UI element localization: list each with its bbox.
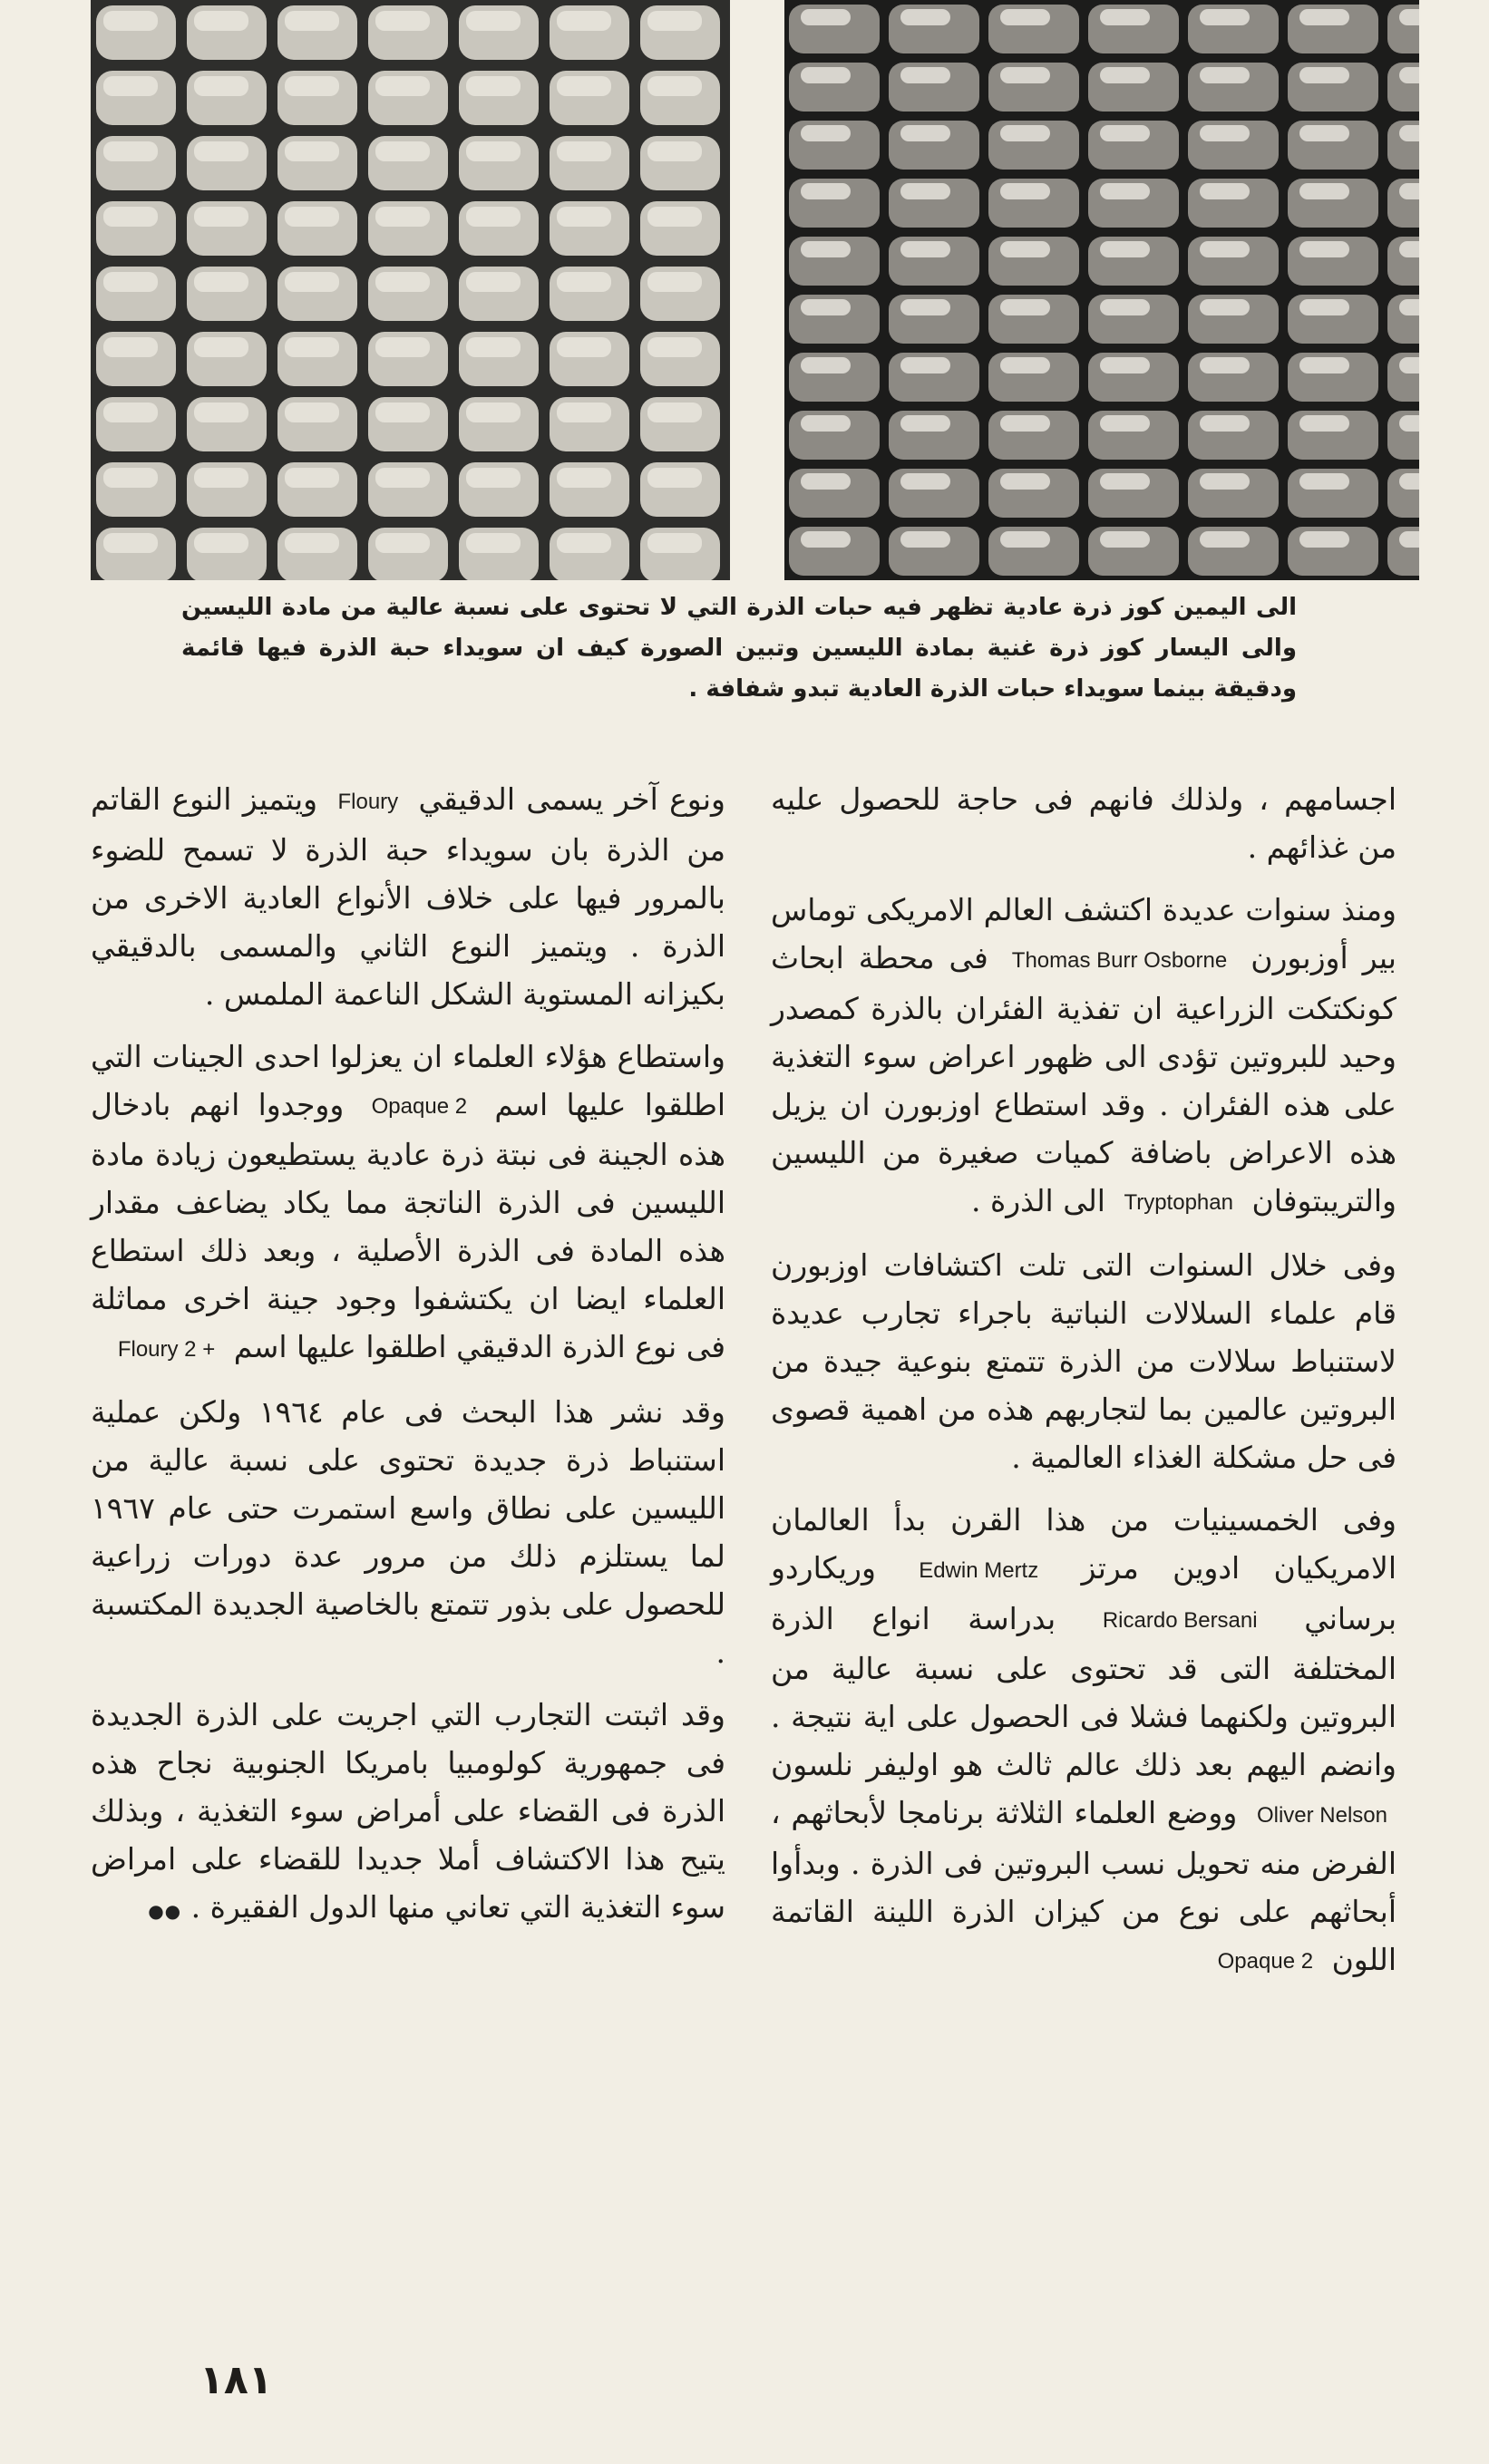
latin-name-note: Opaque 2 bbox=[371, 1094, 468, 1119]
paragraph-text: اجسامهم ، ولذلك فانهم فى حاجة للحصول عليه من غذائهم . bbox=[771, 781, 1397, 865]
latin-name-note: Ricardo Bersani bbox=[1102, 1608, 1258, 1633]
latin-name-note: Oliver Nelson bbox=[1256, 1802, 1387, 1828]
corn-cob-photo-left bbox=[91, 0, 730, 580]
latin-name-note: Thomas Burr Osborne bbox=[1011, 947, 1228, 973]
paragraph bbox=[91, 1388, 725, 1676]
paragraph bbox=[771, 775, 1397, 871]
corn-kernels-pattern-right bbox=[784, 0, 1419, 580]
article-column-left bbox=[91, 775, 725, 1950]
paragraph-text: ومنذ سنوات عديدة اكتشف العالم الامريكى توماس بير أوزبورن bbox=[771, 892, 1397, 975]
paragraph-text: الى الذرة . bbox=[970, 1182, 1105, 1218]
paragraph-text: واستطاع هؤلاء العلماء ان يعزلوا احدى الجينات التي اطلقوا عليها اسم bbox=[91, 1038, 725, 1122]
paragraph-text: فى محطة ابحاث كونكتكت الزراعية ان تفذية الفئران بالذرة كمصدر وحيد للبروتين تؤدى الى ظهور اعراض سوء التغذية على هذه الفئران . وقد استطاع اوزبورن ان يزيل هذه الاعراض باضافة كميات صغيرة من الليسين والتريبتوفان bbox=[771, 940, 1397, 1218]
paragraph bbox=[771, 886, 1397, 1227]
paragraph bbox=[771, 1496, 1397, 1985]
latin-name-note: Tryptophan bbox=[1124, 1190, 1233, 1215]
paragraph-text: ووجدوا انهم بادخال هذه الجينة فى نبتة ذرة عادية يستطيعون زيادة مادة الليسين فى الذرة الناتجة مما يكاد يضاعف مقدار هذه المادة فى الذرة الأصلية ، وبعد ذلك استطاع العلماء ايضا ان يكتشفوا وجود جينة اخرى مماثلة فى نوع الذرة الدقيقي اطلقوا عليها اسم bbox=[91, 1086, 725, 1364]
paragraph bbox=[91, 1691, 725, 1935]
photo-strip bbox=[0, 0, 1489, 580]
paragraph-text: وقد نشر هذا البحث فى عام ١٩٦٤ ولكن عملية استنباط ذرة جديدة تحتوى على نسبة عالية من الليسين على نطاق واسع استمرت حتى عام ١٩٦٧ لما يستلزم ذلك من مرور عدة دورات زراعية للحصول على بذور تتمتع بالخاصية الجديدة المكتسبة . bbox=[91, 1393, 725, 1670]
latin-name-note: Floury bbox=[337, 789, 399, 814]
page-number: ١٨١ bbox=[200, 2357, 273, 2403]
latin-name-note: Edwin Mertz bbox=[919, 1557, 1039, 1583]
corn-kernels-pattern-left bbox=[91, 0, 730, 580]
paragraph-text: بدراسة انواع الذرة المختلفة التى قد تحتوى على نسبة عالية من البروتين ولكنهما فشلا فى الحصول على اية نتيجة . وانضم اليهم بعد ذلك عالم ثالث هو اوليفر نلسون bbox=[771, 1600, 1397, 1782]
latin-name-note: Floury 2 + bbox=[117, 1336, 216, 1362]
paragraph-text: وريكاردو برساني bbox=[771, 1550, 1397, 1636]
latin-name-note: Opaque 2 bbox=[1217, 1949, 1314, 1974]
paragraph bbox=[771, 1241, 1397, 1481]
corn-cob-photo-right bbox=[784, 0, 1419, 580]
photo-caption: الى اليمين كوز ذرة عادية تظهر فيه حبات الذرة التي لا تحتوى على نسبة عالية من مادة الليسين والى اليسار كوز ذرة غنية بمادة الليسين وتبين الصورة كيف ان سويداء حبة الذرة فيها قائمة ودقيقة بينما سويداء حبات الذرة العادية تبدو شفافة . bbox=[181, 594, 1297, 703]
paragraph-text: وفى الخمسينيات من هذا القرن بدأ العالمان الامريكيان ادوين مرتز bbox=[771, 1502, 1397, 1586]
paragraph-text: وفى خلال السنوات التى تلت اكتشافات اوزبورن قام علماء السلالات النباتية باجراء تجارب عديدة لاستنباط سلالات من الذرة تتمتع بنوعية جيدة من البروتين عالمين بما لتجاربهم هذه من اهمية قصوى فى حل مشكلة الغذاء العالمية . bbox=[771, 1247, 1397, 1475]
paragraph-text: وقد اثبتت التجارب التي اجريت على الذرة الجديدة فى جمهورية كولومبيا بامريكا الجنوبية نجاح هذه الذرة فى القضاء على أمراض سوء التغذية ، وبذلك يتيح هذا الاكتشاف أملا جديدا للقضاء على امراض سوء التغذية التي تعاني منها الدول الفقيرة . bbox=[91, 1696, 725, 1925]
paragraph-text: ونوع آخر يسمى الدقيقي bbox=[418, 781, 725, 817]
paragraph-text: ووضع العلماء الثلاثة برنامجا لأبحاثهم ، الفرض منه تحويل نسب البروتين فى الذرة . وبدأوا أبحاثهم على نوع من كيزان الذرة اللينة القاتمة اللون bbox=[771, 1795, 1397, 1977]
paragraph bbox=[91, 1033, 725, 1373]
paragraph-text: ويتميز النوع القاتم من الذرة بان سويداء حبة الذرة لا تسمح للضوء بالمرور فيها على خلاف الأنواع العادية الاخرى من الذرة . ويتميز النوع الثاني والمسمى بالدقيقي بكيزانه المستوية الشكل الناعمة الملمس . bbox=[91, 781, 725, 1012]
article-column-right bbox=[771, 775, 1397, 2000]
paragraph bbox=[91, 775, 725, 1018]
end-of-article-mark: ●● bbox=[148, 1899, 182, 1922]
